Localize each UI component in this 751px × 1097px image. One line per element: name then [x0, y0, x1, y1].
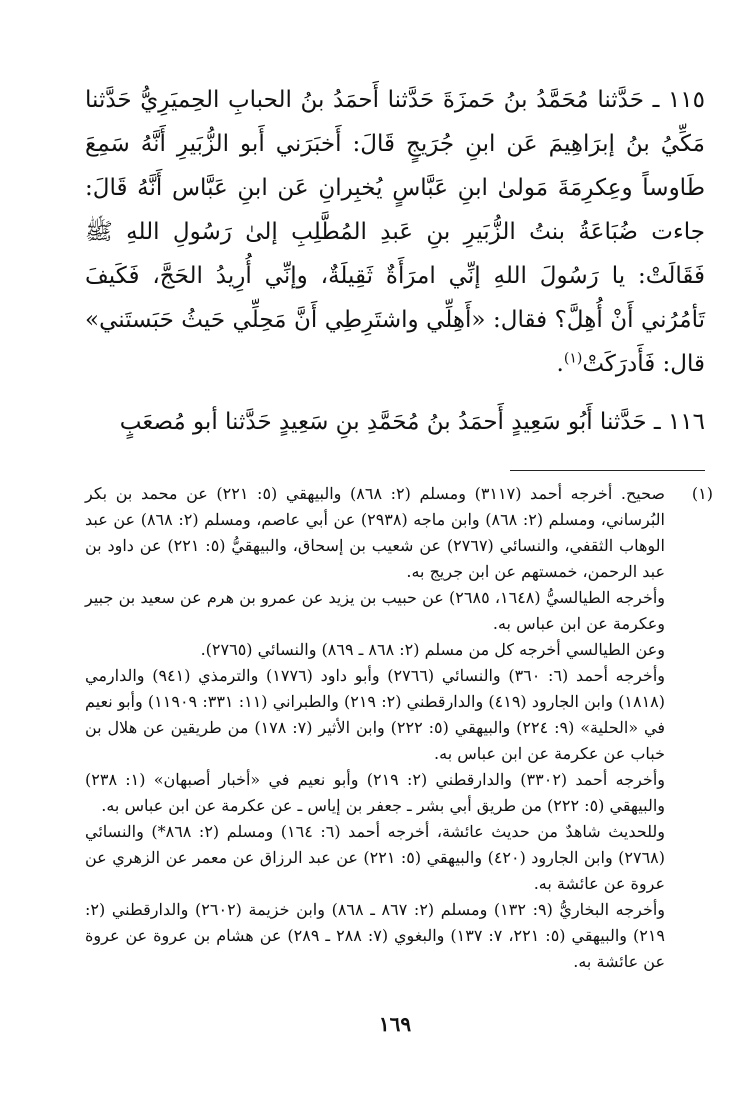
footnotes: [85, 481, 713, 975]
page-number: ١٦٩: [378, 1012, 412, 1036]
footnote-paragraph: صحيح. أخرجه أحمد (٣١١٧) ومسلم (٢: ٨٦٨) والبيهقي (٥: ٢٢١) عن محمد بن بكر البُرساني، ومسلم (٢: ٨٦٨) وابن ماجه (٢٩٣٨) عن أبي عاصم، ومسلم (٢: ٨٦٨) عن عبد الوهاب الثقفي، والنسائي (٢٧٦٧) عن شعيب بن إسحاق، والبيهقيُّ (٥: ٢٢١) عن داود بن عبد الرحمن، خمستهم عن ابن جريج به.: [85, 484, 666, 581]
footnote-paragraph: وأخرجه الطيالسيُّ (١٦٤٨، ٢٦٨٥) عن حبيب بن يزيد عن عمرو بن هرم عن سعيد بن جبير وعكرمة عن ابن عباس به.: [85, 588, 666, 633]
footnote-paragraph: وللحديث شاهدٌ من حديث عائشة، أخرجه أحمد (٦: ١٦٤) ومسلم (٢: ٨٦٨*) والنسائي (٢٧٦٨) وابن الجارود (٤٢٠) والبيهقي (٥: ٢٢١) عن عبد الرزاق عن معمر عن الزهري عن عروة عن عائشة به.: [85, 822, 665, 893]
hadith-116-text: ١١٦ ـ حَدَّثنا أَبُو سَعِيدٍ أَحمَدُ بنُ مُحَمَّدِ بنِ سَعِيدٍ حَدَّثنا أبو مُصعَبٍ: [119, 409, 705, 435]
footnote-paragraph: وأخرجه أحمد (٣٣٠٢) والدارقطني (٢: ٢١٩) وأبو نعيم في «أخبار أصبهان» (١: ٢٣٨) والبيهقي (٥: ٢٢٢) من طريق أبي بشر ـ جعفر بن إياس ـ عن عكرمة عن ابن عباس به.: [85, 770, 665, 815]
hadith-115-text: ١١٥ ـ حَدَّثنا مُحَمَّدُ بنُ حَمزَةَ حَدَّثنا أَحمَدُ بنُ الحبابِ الحِميَرِيُّ حَدَّثنا مَكِّيُ بنُ إبرَاهِيمَ عَن ابنِ جُرَيجٍ قَالَ: أَخبَرَني أَبو الزُّبَيرِ أَنَّهُ سَمِعَ طَاوساً وعِكرِمَةَ مَولىٰ ابنِ عَبَّاسٍ يُخبِرانِ عَن ابنِ عَبَّاس أَنَّهُ قَالَ: جاءت ضُبَاعَةُ بنتُ الزُّبَيرِ بنِ عَبدِ المُطَّلِبِ إلىٰ رَسُولِ اللهِ ﷺ فَقَالَتْ: يا رَسُولَ اللهِ إنِّي امرَأَةٌ ثَقِيلَةٌ، وإنِّي أُرِيدُ الحَجَّ، فَكَيفَ تَأمُرُني أَنْ أُهِلَّ؟ فقال: «أَهِلِّي واشتَرِطِي أَنَّ مَحِلِّي حَيثُ حَبَستَني» قال: فَأَدرَكَتْ: [85, 87, 705, 377]
footnote-body: [85, 481, 665, 975]
hadith-115: [85, 78, 705, 386]
hadith-116: [85, 400, 705, 444]
hadith-115-end: .: [556, 351, 564, 377]
book-page: [85, 78, 713, 1058]
footnote-paragraph: وأخرجه أحمد (٦: ٣٦٠) والنسائي (٢٧٦٦) وأبو داود (١٧٧٦) والترمذي (٩٤١) والدارمي (١٨١٨) وابن الجارود (٤١٩) والدارقطني (٢: ٢١٩) والطبراني (١١: ٣٣١: ١١٩٠٩) وأبو نعيم في «الحلية» (٩: ٢٢٤) والبيهقي (٥: ٢٢٢) وابن الأثير (٧: ١٧٨) من طريقين عن هلال بن خباب عن عكرمة عن ابن عباس به.: [85, 666, 666, 763]
footnote-paragraph: وأخرجه البخاريُّ (٩: ١٣٢) ومسلم (٢: ٨٦٧ ـ ٨٦٨) وابن خزيمة (٢٦٠٢) والدارقطني (٢: ٢١٩) والبيهقي (٥: ٢٢١، ٧: ١٣٧) والبغوي (٧: ٢٨٨ ـ ٢٨٩) عن هشام بن عروة عن عروة عن عائشة به.: [85, 900, 666, 971]
footnote-paragraph: وعن الطيالسي أخرجه كل من مسلم (٢: ٨٦٨ ـ ٨٦٩) والنسائي (٢٧٦٥).: [200, 640, 665, 659]
footnote-separator: [510, 470, 705, 471]
main-text: [85, 78, 705, 444]
footnote-marker: (١): [691, 484, 713, 503]
footnote-reference: (١): [563, 350, 583, 367]
